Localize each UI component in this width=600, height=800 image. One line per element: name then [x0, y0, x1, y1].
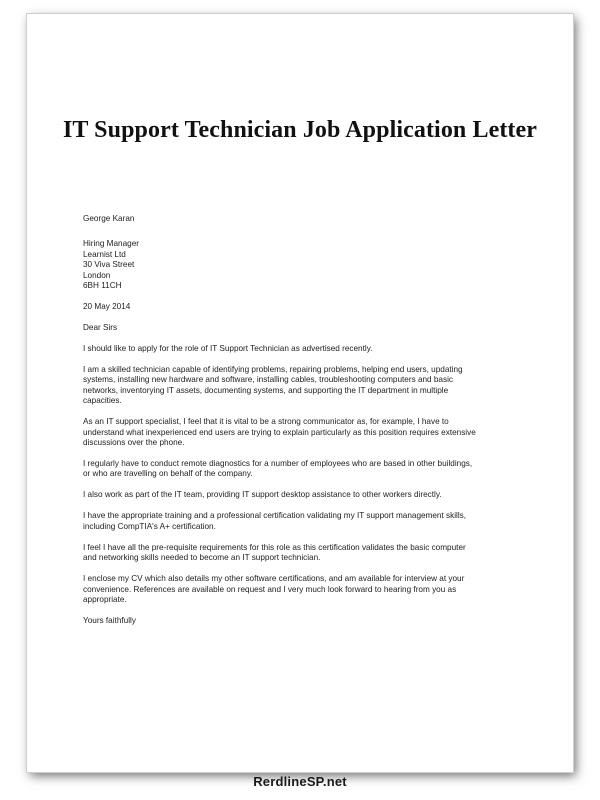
- paragraph-teamwork: I also work as part of the IT team, providing IT support desktop assistance to other workers directly.: [83, 490, 442, 500]
- letter-page: [27, 14, 573, 772]
- letter-body: [83, 214, 503, 627]
- paragraph-remote-diagnostics: I regularly have to conduct remote diagnostics for a number of employees who are based in other buildings, or who are travelling on behalf of the company.: [83, 459, 473, 479]
- recipient-company: Learnist Ltd: [83, 249, 126, 259]
- paragraph-intro: I should like to apply for the role of IT Support Technician as advertised recently.: [83, 344, 373, 354]
- paragraph-skills: I am a skilled technician capable of identifying problems, repairing problems, helping end users, updating systems, installing new hardware and software, installing cables, troubleshooting computers and basic networks, inventorying IT assets, documenting systems, and supporting the IT department in multiple capacities.: [83, 365, 463, 406]
- letter-date: 20 May 2014: [83, 302, 131, 312]
- paragraph-communication: As an IT support specialist, I feel that it is vital to be a strong communicator as, for example, I have to understand what inexperienced end users are trying to explain particularly as this position requires extensive discussions over the phone.: [83, 417, 476, 448]
- recipient-address: [83, 239, 503, 291]
- closing: Yours faithfully: [83, 616, 136, 626]
- recipient-postcode: 6BH 11CH: [83, 281, 122, 291]
- paragraph-requirements: I feel I have all the pre-requisite requirements for this role as this certification validates the basic computer and networking skills needed to become an IT support technician.: [83, 542, 466, 563]
- recipient-city: London: [83, 270, 111, 280]
- site-watermark: RerdlineSP.net: [253, 774, 347, 789]
- recipient-name: Hiring Manager: [83, 239, 139, 249]
- paragraph-enclosure: I enclose my CV which also details my other software certifications, and am available for interview at your convenience. References are available on request and I very much look forward to hearing from you as appropriate.: [83, 574, 465, 605]
- salutation: Dear Sirs: [83, 323, 118, 333]
- sender-name: George Karan: [83, 214, 135, 223]
- recipient-street: 30 Viva Street: [83, 260, 135, 270]
- paragraph-certification: I have the appropriate training and a professional certification validating my IT support management skills, including CompTIA's A+ certification.: [83, 511, 467, 531]
- letter-title: IT Support Technician Job Application Letter: [62, 117, 538, 143]
